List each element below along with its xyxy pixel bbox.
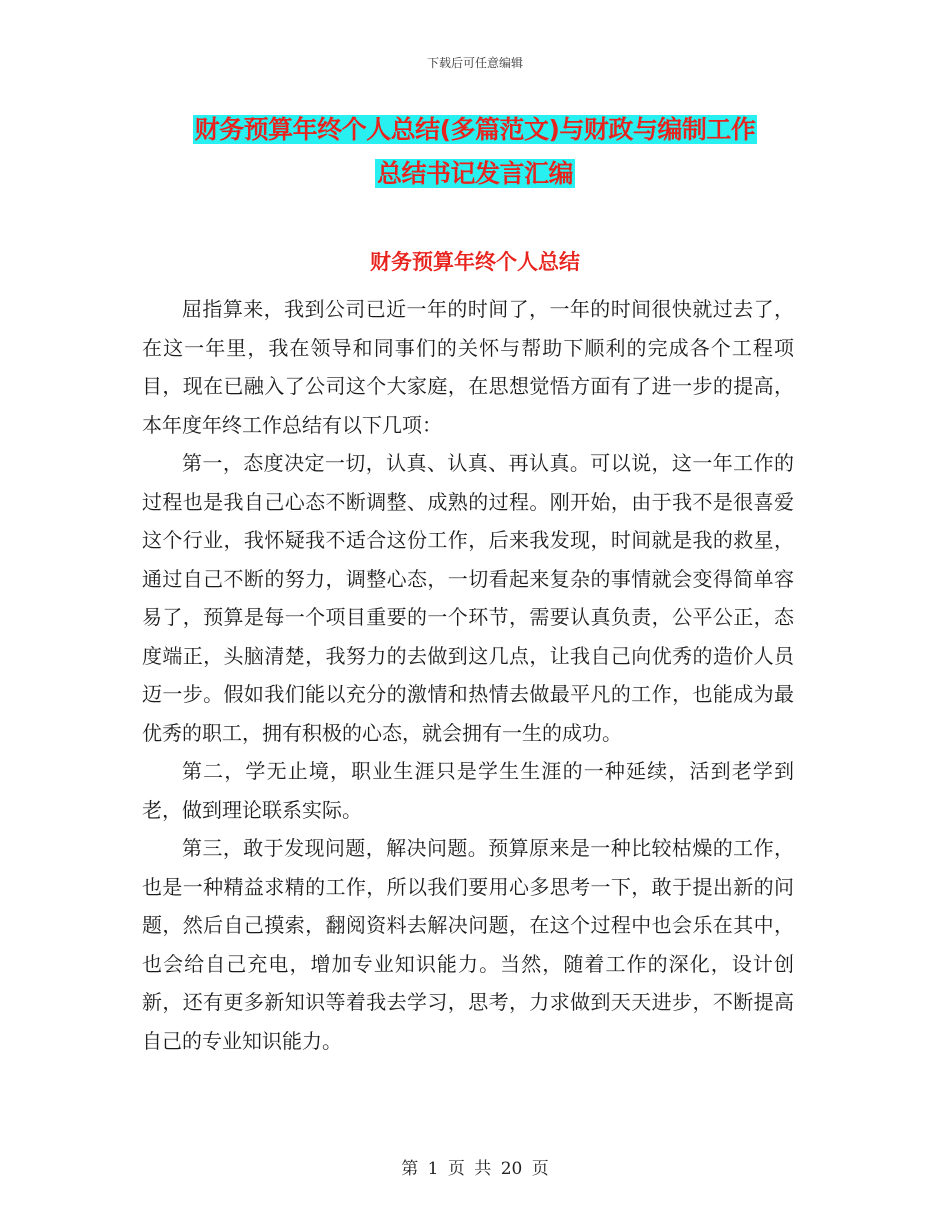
page-number-footer: 第 1 页 共 20 页 [401, 1159, 549, 1179]
document-title-line2: 总结书记发言汇编 [376, 159, 573, 188]
document-title [140, 108, 810, 196]
paragraph: 第二，学无止境，职业生涯只是学生生涯的一种延续，活到老学到老，做到理论联系实际。 [142, 759, 794, 822]
document-title-line1: 财务预算年终个人总结(多篇范文)与财政与编制工作 [194, 115, 756, 144]
paragraph: 第一，态度决定一切，认真、认真、再认真。可以说，这一年工作的过程也是我自己心态不断调整、成熟的过程。刚开始，由于我不是很喜爱这个行业，我怀疑我不适合这份工作，后来我发现，时间就是我的救星，通过自己不断的努力，调整心态，一切看起来复杂的事情就会变得简单容易了，预算是每一个项目重要的一个环节，需要认真负责，公平公正，态度端正，头脑清楚，我努力的去做到这几点，让我自己向优秀的造价人员迈一步。假如我们能以充分的激情和热情去做最平凡的工作，也能成为最优秀的职工，拥有积极的心态，就会拥有一生的成功。 [142, 451, 794, 745]
document-body [142, 290, 794, 1060]
header-note: 下载后可任意编辑 [426, 56, 523, 70]
paragraph: 第三，敢于发现问题，解决问题。预算原来是一种比较枯燥的工作，也是一种精益求精的工作，所以我们要用心多思考一下，敢于提出新的问题，然后自己摸索，翻阅资料去解决问题，在这个过程中也会乐在其中，也会给自己充电，增加专业知识能力。当然，随着工作的深化，设计创新，还有更多新知识等着我去学习，思考，力求做到天天进步，不断提高自己的专业知识能力。 [142, 836, 794, 1053]
section-title: 财务预算年终个人总结 [370, 250, 580, 274]
paragraph: 屈指算来，我到公司已近一年的时间了，一年的时间很快就过去了，在这一年里，我在领导和同事们的关怀与帮助下顺利的完成各个工程项目，现在已融入了公司这个大家庭，在思想觉悟方面有了进一步的提高，本年度年终工作总结有以下几项： [142, 297, 794, 437]
